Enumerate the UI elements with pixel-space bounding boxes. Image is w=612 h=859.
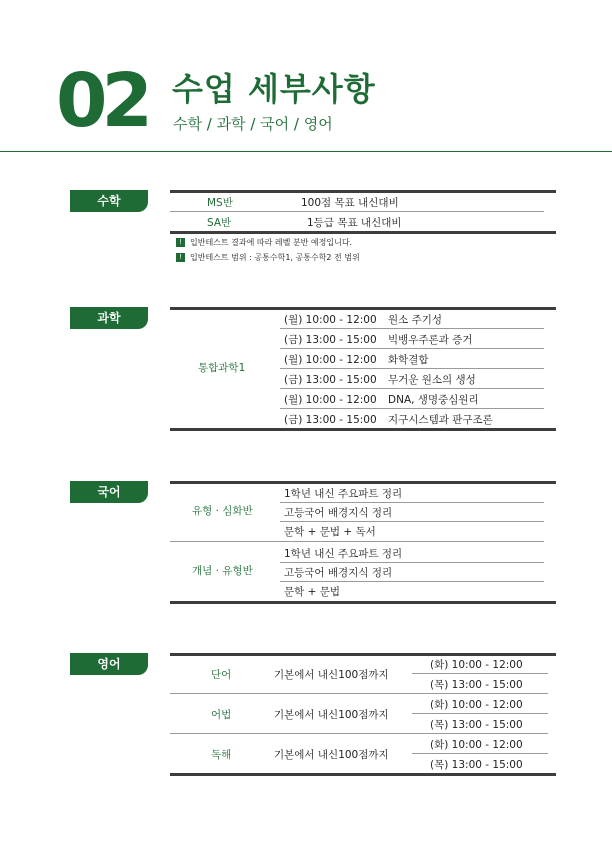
group-goal: 기본에서 내신100점까지 — [274, 749, 389, 761]
row-divider — [412, 713, 548, 714]
group-item: 1학년 내신 주요파트 정리 — [284, 548, 403, 560]
row-divider — [280, 521, 544, 522]
group-item: 고등국어 배경지식 정리 — [284, 507, 393, 519]
session-time: (화) 10:00 - 12:00 — [430, 659, 523, 671]
session-time: (화) 10:00 - 12:00 — [430, 739, 523, 751]
session-topic: 지구시스템과 판구조론 — [388, 414, 493, 426]
session-topic: 화학결합 — [388, 354, 429, 366]
table-bottom-rule — [170, 428, 556, 431]
science-table — [170, 307, 556, 432]
group-goal: 기본에서 내신100점까지 — [274, 709, 389, 721]
note-item — [176, 252, 360, 263]
note-item — [176, 237, 352, 248]
row-divider — [280, 562, 544, 563]
session-time: (화) 10:00 - 12:00 — [430, 699, 523, 711]
group-name: 어법 — [211, 709, 232, 721]
session-time: (금) 13:00 - 15:00 — [284, 374, 377, 386]
korean-table — [170, 481, 556, 606]
session-topic: 원소 주기성 — [388, 314, 443, 326]
note-text: 입반테스트 범위 : 공통수학1, 공통수학2 전 범위 — [190, 253, 360, 262]
group-divider — [170, 541, 544, 542]
note-text: 입반테스트 결과에 따라 레벨 분반 예정입니다. — [190, 238, 353, 247]
math-table — [170, 190, 556, 240]
info-icon: ! — [176, 253, 185, 262]
english-table — [170, 653, 556, 778]
science-tag: 과학 — [70, 307, 148, 329]
session-topic: 무거운 원소의 생성 — [388, 374, 476, 386]
session-time: (목) 13:00 - 15:00 — [430, 719, 523, 731]
session-time: (금) 13:00 - 15:00 — [284, 334, 377, 346]
row-divider — [280, 502, 544, 503]
row-divider — [280, 368, 544, 369]
session-time: (월) 10:00 - 12:00 — [284, 314, 377, 326]
class-name: SA반 — [207, 217, 232, 229]
korean-tag: 국어 — [70, 481, 148, 503]
row-divider — [412, 673, 548, 674]
class-desc: 1등급 목표 내신대비 — [307, 217, 402, 229]
row-divider — [280, 328, 544, 329]
page-subtitle: 수학 / 과학 / 국어 / 영어 — [173, 115, 333, 133]
table-top-rule — [170, 481, 556, 484]
math-tag: 수학 — [70, 190, 148, 212]
class-desc: 100점 목표 내신대비 — [301, 197, 399, 209]
row-divider — [280, 408, 544, 409]
group-name: 유형 · 심화반 — [192, 505, 253, 517]
group-item: 고등국어 배경지식 정리 — [284, 567, 393, 579]
table-top-rule — [170, 190, 556, 193]
session-time: (월) 10:00 - 12:00 — [284, 354, 377, 366]
session-topic: DNA, 생명중심원리 — [388, 394, 479, 406]
course-name: 통합과학1 — [198, 362, 246, 374]
group-divider — [170, 693, 548, 694]
row-divider — [280, 581, 544, 582]
group-item: 1학년 내신 주요파트 정리 — [284, 488, 403, 500]
row-divider — [412, 753, 548, 754]
class-name: MS반 — [207, 197, 233, 209]
session-topic: 빅뱅우주론과 증거 — [388, 334, 473, 346]
group-name: 단어 — [211, 669, 232, 681]
row-divider — [280, 388, 544, 389]
table-bottom-rule — [170, 231, 556, 234]
table-bottom-rule — [170, 601, 556, 604]
english-tag: 영어 — [70, 653, 148, 675]
group-goal: 기본에서 내신100점까지 — [274, 669, 389, 681]
group-divider — [170, 733, 548, 734]
group-name: 독해 — [211, 749, 232, 761]
session-time: (월) 10:00 - 12:00 — [284, 394, 377, 406]
group-item: 문학 + 문법 + 독서 — [284, 526, 376, 538]
info-icon: ! — [176, 238, 185, 247]
page-title: 수업 세부사항 — [172, 70, 376, 108]
row-divider — [170, 211, 544, 212]
group-item: 문학 + 문법 — [284, 586, 341, 598]
session-time: (목) 13:00 - 15:00 — [430, 759, 523, 771]
session-time: (금) 13:00 - 15:00 — [284, 414, 377, 426]
row-divider — [280, 348, 544, 349]
header-divider — [0, 151, 612, 152]
table-top-rule — [170, 307, 556, 310]
table-bottom-rule — [170, 773, 556, 776]
table-top-rule — [170, 653, 556, 656]
group-name: 개념 · 유형반 — [192, 565, 253, 577]
session-time: (목) 13:00 - 15:00 — [430, 679, 523, 691]
section-number: 02 — [56, 58, 147, 144]
